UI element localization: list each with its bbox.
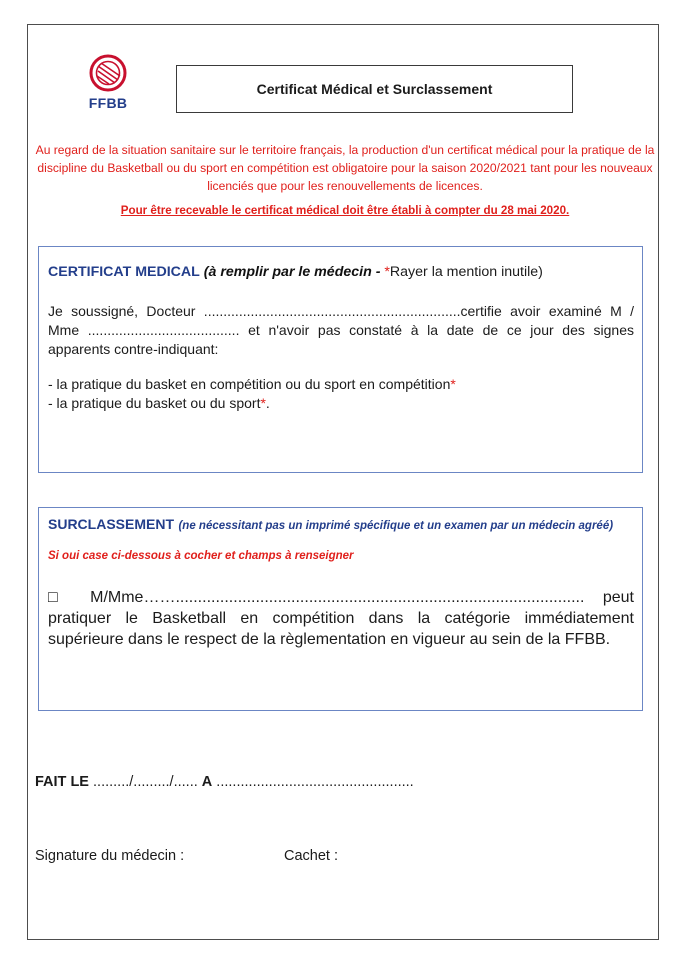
- surclassement-checkbox[interactable]: □: [48, 589, 72, 606]
- surclassement-note: (ne nécessitant pas un imprimé spécifique et un examen par un médecin agréé): [178, 520, 614, 532]
- certificat-heading: [48, 264, 638, 280]
- surclassement-instruction: Si oui case ci-dessous à cocher et champs à renseigner: [48, 550, 354, 562]
- surclassement-body: [48, 587, 634, 650]
- asterisk: *: [260, 395, 266, 411]
- mention-inutile: Rayer la mention inutile): [389, 264, 543, 280]
- surclassement-text: M/Mme……............................................................................................ peut pratiquer le Basketball en compétition dans la catégorie immédiatement supérieure dans le respect de la règlementation en vigueur au sein de la FFBB.: [48, 589, 635, 648]
- asterisk: *: [384, 264, 390, 280]
- a-label: A: [201, 774, 213, 790]
- fait-le-line: [35, 774, 414, 790]
- logo-wordmark: FFBB: [88, 95, 128, 111]
- list-item: [48, 375, 634, 394]
- signature-label: Signature du médecin :: [35, 848, 185, 864]
- asterisk: *: [450, 376, 456, 392]
- surclassement-section: [38, 507, 643, 711]
- place-field[interactable]: .................................................: [212, 774, 414, 790]
- certificat-note: (à remplir par le médecin -: [203, 264, 381, 280]
- intro-paragraph: Au regard de la situation sanitaire sur le territoire français, la production d'un certificat médical pour la pratique de la discipline du Basketball ou du sport en compétition est obligatoire pour la saison 2020/2021 tant pour les nouveaux licenciés que pour les renouvellements de licences.: [35, 143, 655, 193]
- surclassement-title: SURCLASSEMENT: [48, 516, 175, 532]
- item-text: - la pratique du basket ou du sport: [48, 395, 261, 411]
- item-text: - la pratique du basket en compétition ou du sport en compétition: [48, 376, 451, 392]
- basketball-logo-icon: [85, 52, 131, 96]
- certificat-statement: Je soussigné, Docteur ..................................................................certifie avoir examiné M / Mme ....................................... et n'avoir pas constaté à la date de ce jour des signes apparents contre-indiquant:: [48, 303, 634, 357]
- certificat-title: CERTIFICAT MEDICAL: [48, 264, 200, 280]
- list-item: [48, 394, 634, 413]
- surclassement-heading: [48, 516, 638, 535]
- fait-label: FAIT LE: [35, 774, 89, 790]
- ffbb-logo: [85, 52, 131, 116]
- validity-notice: Pour être recevable le certificat médical doit être établi à compter du 28 mai 2020.: [120, 204, 570, 217]
- item-end: .: [265, 395, 270, 411]
- date-field[interactable]: ........./........./......: [88, 774, 202, 790]
- cachet-label: Cachet :: [284, 848, 338, 864]
- contraindication-list: [48, 375, 634, 413]
- certificat-medical-section: [38, 246, 643, 473]
- document-title: Certificat Médical et Surclassement: [176, 65, 573, 113]
